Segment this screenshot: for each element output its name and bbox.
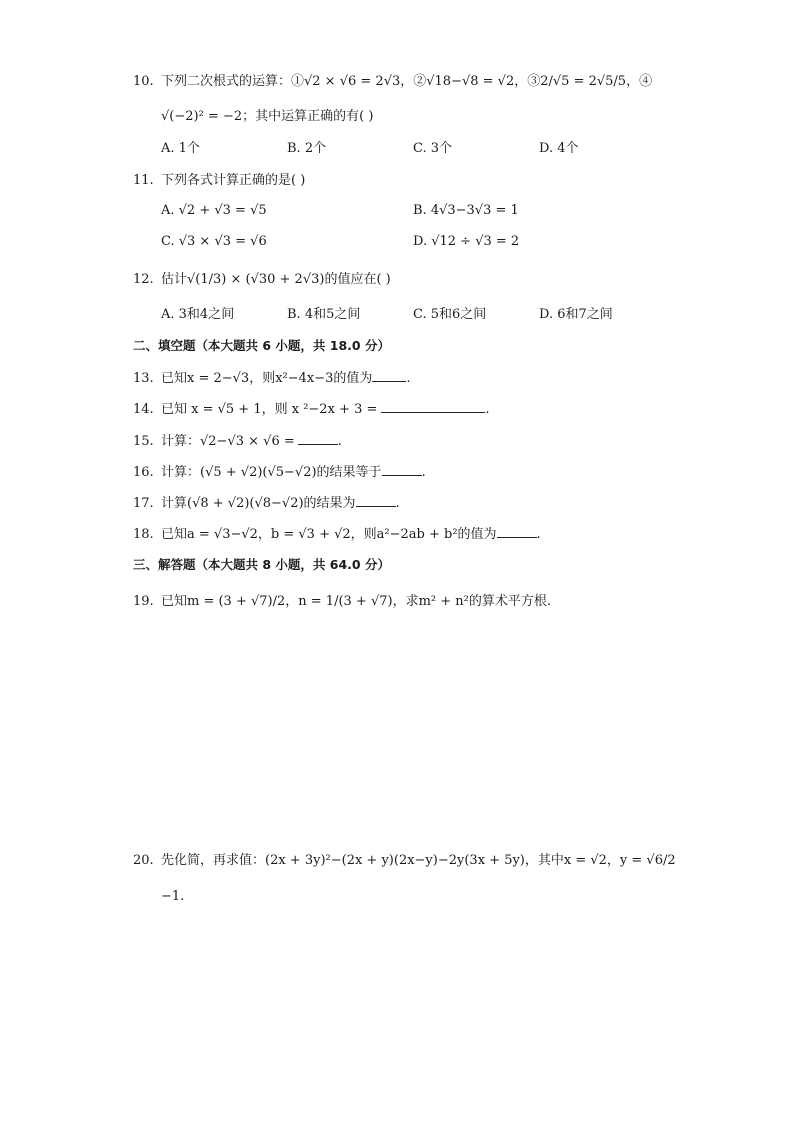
answer-blank (381, 399, 485, 413)
question-18 (133, 524, 541, 544)
question-number: 18. (133, 527, 154, 542)
question-text: 已知a = √3−√2，b = √3 + √2，则a²−2ab + b²的值为 (161, 527, 497, 542)
option-a: A. 1个 (161, 141, 200, 156)
option-c: C. 3个 (413, 141, 453, 156)
option-b: B. 2个 (287, 141, 327, 156)
question-number: 13. (133, 371, 154, 386)
question-10-line1 (133, 73, 652, 91)
question-number: 14. (133, 402, 154, 417)
section-heading-solutions: 三、解答题（本大题共 8 小题，共 64.0 分） (133, 557, 390, 572)
question-12 (133, 271, 391, 289)
answer-blank (372, 368, 406, 382)
period: . (485, 402, 490, 417)
option-c: C. √3 × √3 = √6 (161, 234, 267, 249)
option-d: D. 6和7之间 (539, 307, 613, 322)
question-text: 计算：(√5 + √2)(√5−√2)的结果等于 (161, 465, 382, 480)
question-20-line1 (133, 852, 676, 870)
option-a: A. √2 + √3 = √5 (161, 203, 267, 218)
question-number: 11. (133, 173, 154, 188)
question-13 (133, 368, 411, 388)
period: . (337, 434, 342, 449)
option-b: B. 4√3−3√3 = 1 (413, 203, 519, 218)
question-number: 19. (133, 594, 154, 609)
question-text: 已知 x = √5 + 1，则 x ²−2x + 3 = (161, 402, 378, 417)
option-d: D. √12 ÷ √3 = 2 (413, 234, 520, 249)
question-15 (133, 431, 342, 451)
question-number: 12. (133, 272, 154, 287)
option-a: A. 3和4之间 (161, 307, 235, 322)
question-number: 16. (133, 465, 154, 480)
period: . (421, 465, 426, 480)
question-text: 估计√(1/3) × (√30 + 2√3)的值应在( ) (161, 272, 391, 287)
question-16 (133, 462, 426, 482)
period: . (395, 496, 400, 511)
question-text: 先化简，再求值：(2x + 3y)²−(2x + y)(2x−y)−2y(3x + 5y)，其中x = √2，y = √6/2 (161, 853, 676, 868)
question-10-line2: √(−2)² = −2；其中运算正确的有( ) (161, 109, 374, 124)
question-number: 17. (133, 496, 154, 511)
question-number: 10. (133, 74, 154, 89)
period: . (536, 527, 541, 542)
question-text: 计算：√2−√3 × √6 = (161, 434, 295, 449)
question-text: 下列各式计算正确的是( ) (161, 173, 306, 188)
question-14 (133, 399, 490, 419)
answer-blank (298, 431, 338, 445)
option-d: D. 4个 (539, 141, 579, 156)
section-heading-fill-in: 二、填空题（本大题共 6 小题，共 18.0 分） (133, 338, 390, 353)
question-20-line2: −1. (161, 889, 185, 904)
question-17 (133, 493, 400, 513)
answer-blank (356, 493, 396, 507)
question-number: 15. (133, 434, 154, 449)
option-c: C. 5和6之间 (413, 307, 487, 322)
question-19 (133, 593, 551, 611)
period: . (406, 371, 411, 386)
question-text: 已知m = (3 + √7)/2，n = 1/(3 + √7)，求m² + n²的算术平方根. (161, 594, 551, 609)
option-b: B. 4和5之间 (287, 307, 361, 322)
answer-blank (497, 524, 537, 538)
question-text: 下列二次根式的运算：①√2 × √6 = 2√3，②√18−√8 = √2，③2/√5 = 2√5/5，④ (161, 74, 653, 89)
question-number: 20. (133, 853, 154, 868)
question-text: 已知x = 2−√3，则x²−4x−3的值为 (161, 371, 373, 386)
question-11 (133, 172, 305, 190)
question-text: 计算(√8 + √2)(√8−√2)的结果为 (161, 496, 356, 511)
answer-blank (382, 462, 422, 476)
